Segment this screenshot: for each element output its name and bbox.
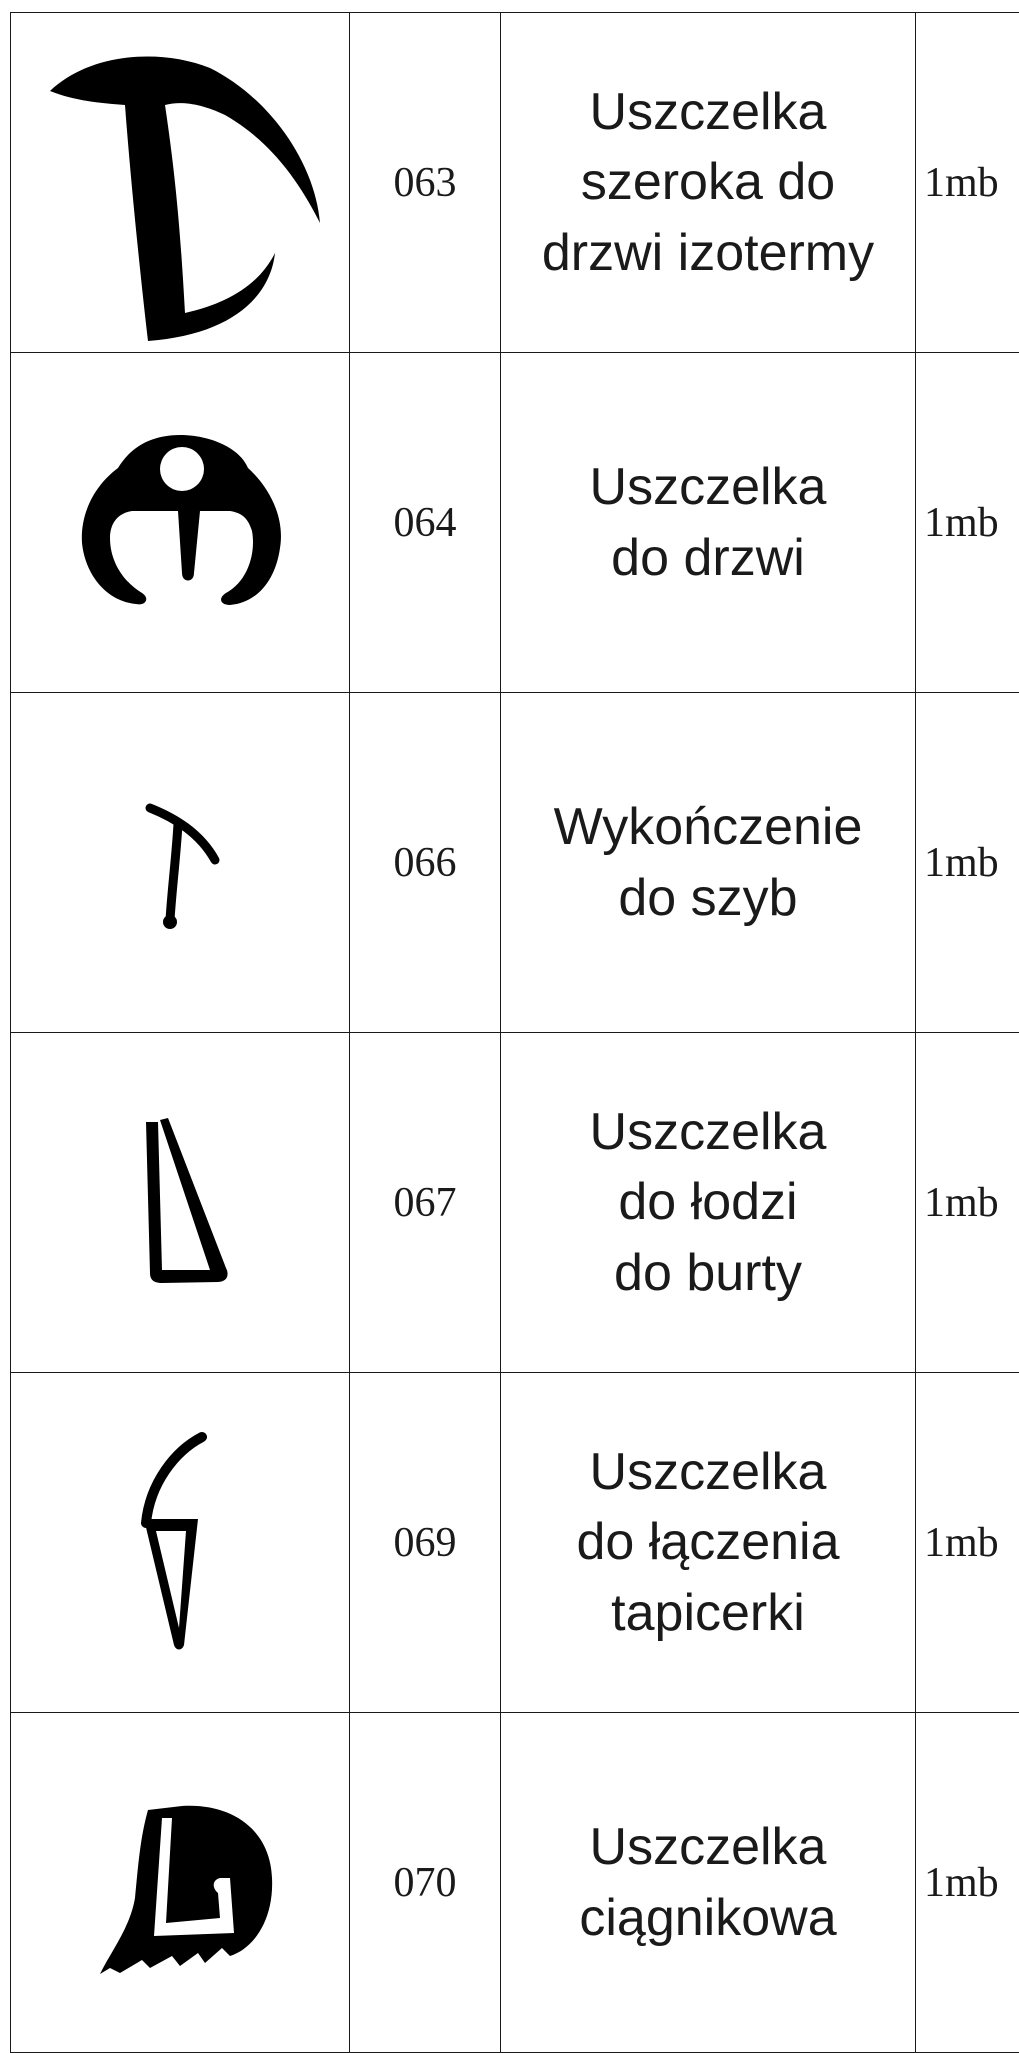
table-row: [11, 693, 1019, 1033]
unit-cell: 1mb: [916, 353, 1019, 693]
seal-profile-door-icon: [70, 423, 290, 623]
product-name: Wykończenie do szyb: [501, 693, 916, 1033]
product-code: 066: [350, 693, 501, 1033]
seal-profile-boat-icon: [120, 1108, 240, 1298]
table-row: [11, 1373, 1019, 1713]
unit-cell: 1mb: [916, 693, 1019, 1033]
profile-image-cell: [11, 693, 350, 1033]
profile-image-cell: [11, 13, 350, 353]
seal-catalog-table: [10, 12, 1019, 2053]
product-code: 067: [350, 1033, 501, 1373]
table-row: [11, 1033, 1019, 1373]
profile-image-cell: [11, 1373, 350, 1713]
seal-profile-wide-icon: [30, 23, 330, 343]
product-code: 070: [350, 1713, 501, 2053]
product-code: 069: [350, 1373, 501, 1713]
trim-profile-glass-icon: [120, 788, 240, 938]
table-row: [11, 1713, 1019, 2053]
product-name: Uszczelka do łączenia tapicerki: [501, 1373, 916, 1713]
table-row: [11, 13, 1019, 353]
product-code: 064: [350, 353, 501, 693]
product-name: Uszczelka do drzwi: [501, 353, 916, 693]
profile-image-cell: [11, 353, 350, 693]
profile-image-cell: [11, 1033, 350, 1373]
unit-cell: 1mb: [916, 1033, 1019, 1373]
profile-image-cell: [11, 1713, 350, 2053]
unit-cell: 1mb: [916, 1713, 1019, 2053]
product-name: Uszczelka ciągnikowa: [501, 1713, 916, 2053]
product-name: Uszczelka do łodzi do burty: [501, 1033, 916, 1373]
product-name: Uszczelka szeroka do drzwi izotermy: [501, 13, 916, 353]
table-row: [11, 353, 1019, 693]
seal-profile-upholstery-icon: [120, 1423, 240, 1663]
unit-cell: 1mb: [916, 1373, 1019, 1713]
product-code: 063: [350, 13, 501, 353]
seal-profile-tractor-icon: [80, 1788, 280, 1978]
unit-cell: 1mb: [916, 13, 1019, 353]
